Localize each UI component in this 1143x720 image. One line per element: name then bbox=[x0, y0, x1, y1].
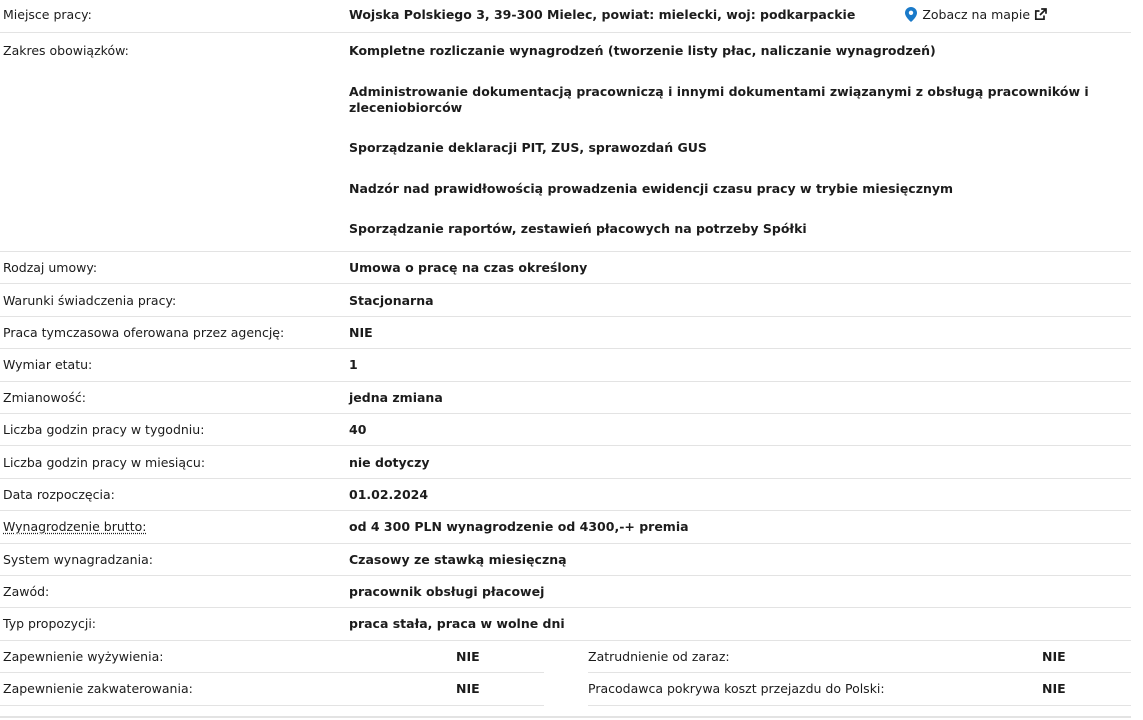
travel-cost-cell bbox=[588, 673, 1131, 706]
detail-label: Praca tymczasowa oferowana przez agencję: bbox=[3, 324, 285, 340]
duties-list bbox=[349, 43, 1131, 262]
row-start-date bbox=[0, 479, 1131, 511]
row-occupation bbox=[0, 576, 1131, 608]
detail-label: Rodzaj umowy: bbox=[3, 260, 98, 276]
detail-label: Warunki świadczenia pracy: bbox=[3, 292, 177, 308]
workplace-value bbox=[349, 7, 1131, 22]
detail-value: NIE bbox=[349, 324, 373, 340]
detail-label: Data rozpoczęcia: bbox=[3, 486, 115, 502]
detail-label: System wynagradzania: bbox=[3, 551, 153, 567]
duty-item: Kompletne rozliczanie wynagrodzeń (tworzenie listy płac, naliczanie wynagrodzeń) bbox=[349, 43, 936, 58]
workplace-address: Wojska Polskiego 3, 39-300 Mielec, powiat: mielecki, woj: podkarpackie bbox=[349, 7, 856, 22]
detail-value: 01.02.2024 bbox=[349, 486, 429, 502]
map-link-label[interactable]: Zobacz na mapie bbox=[922, 7, 1031, 22]
row-hours-month bbox=[0, 446, 1131, 478]
detail-label: Wymiar etatu: bbox=[3, 357, 93, 373]
row-temporary-agency bbox=[0, 317, 1131, 349]
detail-value: NIE bbox=[1042, 648, 1066, 664]
detail-value: jedna zmiana bbox=[349, 389, 443, 405]
row-working-time bbox=[0, 349, 1131, 381]
workplace-label: Miejsce pracy: bbox=[3, 7, 92, 22]
detail-label: Pracodawca pokrywa koszt przejazdu do Polski: bbox=[588, 681, 885, 697]
detail-label: Zawód: bbox=[3, 584, 50, 600]
accommodation-cell bbox=[0, 673, 544, 706]
duty-item: Nadzór nad prawidłowością prowadzenia ewidencji czasu pracy w trybie miesięcznym bbox=[349, 180, 954, 196]
split-row-accommodation-travel bbox=[0, 673, 1131, 706]
split-row-meals-immediate bbox=[0, 641, 1131, 674]
detail-value: NIE bbox=[456, 648, 480, 664]
detail-value: nie dotyczy bbox=[349, 454, 430, 470]
duty-item: Sporządzanie deklaracji PIT, ZUS, sprawozdań GUS bbox=[349, 140, 707, 155]
row-workplace bbox=[0, 0, 1131, 33]
section-divider bbox=[0, 716, 1131, 718]
detail-label: Zapewnienie wyżywienia: bbox=[3, 648, 164, 664]
detail-value: 40 bbox=[349, 422, 367, 438]
detail-label[interactable] bbox=[0, 519, 349, 534]
map-link[interactable] bbox=[905, 7, 1047, 22]
row-duties bbox=[0, 33, 1131, 252]
detail-label: Zmianowość: bbox=[3, 389, 86, 405]
row-offer-type bbox=[0, 608, 1131, 640]
detail-label: Zatrudnienie od zaraz: bbox=[588, 648, 730, 664]
row-work-conditions bbox=[0, 284, 1131, 316]
row-pay-system bbox=[0, 544, 1131, 576]
duty-item: Administrowanie dokumentacją pracowniczą i innymi dokumentami związanymi z obsługą pracowników i zleceniobiorców bbox=[349, 83, 1089, 115]
detail-label: Typ propozycji: bbox=[3, 616, 97, 632]
immediate-employment-cell bbox=[588, 641, 1131, 674]
detail-value: pracownik obsługi płacowej bbox=[349, 584, 545, 600]
detail-label: Liczba godzin pracy w miesiącu: bbox=[3, 454, 206, 470]
detail-value: Umowa o pracę na czas określony bbox=[349, 260, 588, 276]
external-link-icon bbox=[1034, 8, 1047, 21]
detail-value: od 4 300 PLN wynagrodzenie od 4300,-+ premia bbox=[349, 519, 689, 535]
detail-label: Liczba godzin pracy w tygodniu: bbox=[3, 422, 205, 438]
detail-label: Zapewnienie zakwaterowania: bbox=[3, 681, 193, 697]
row-shifts bbox=[0, 382, 1131, 414]
detail-value: Stacjonarna bbox=[349, 292, 434, 308]
gross-salary-tooltip-label[interactable]: Wynagrodzenie brutto: bbox=[3, 519, 147, 535]
detail-value: praca stała, praca w wolne dni bbox=[349, 616, 565, 632]
duty-item: Sporządzanie raportów, zestawień płacowych na potrzeby Spółki bbox=[349, 221, 807, 236]
row-hours-week bbox=[0, 414, 1131, 446]
map-pin-icon bbox=[905, 7, 917, 22]
row-gross-salary bbox=[0, 511, 1131, 543]
duties-label: Zakres obowiązków: bbox=[3, 43, 129, 58]
detail-value: Czasowy ze stawką miesięczną bbox=[349, 551, 567, 567]
detail-value: 1 bbox=[349, 357, 358, 373]
detail-value: NIE bbox=[1042, 681, 1066, 697]
detail-value: NIE bbox=[456, 681, 480, 697]
meals-cell bbox=[0, 641, 544, 674]
